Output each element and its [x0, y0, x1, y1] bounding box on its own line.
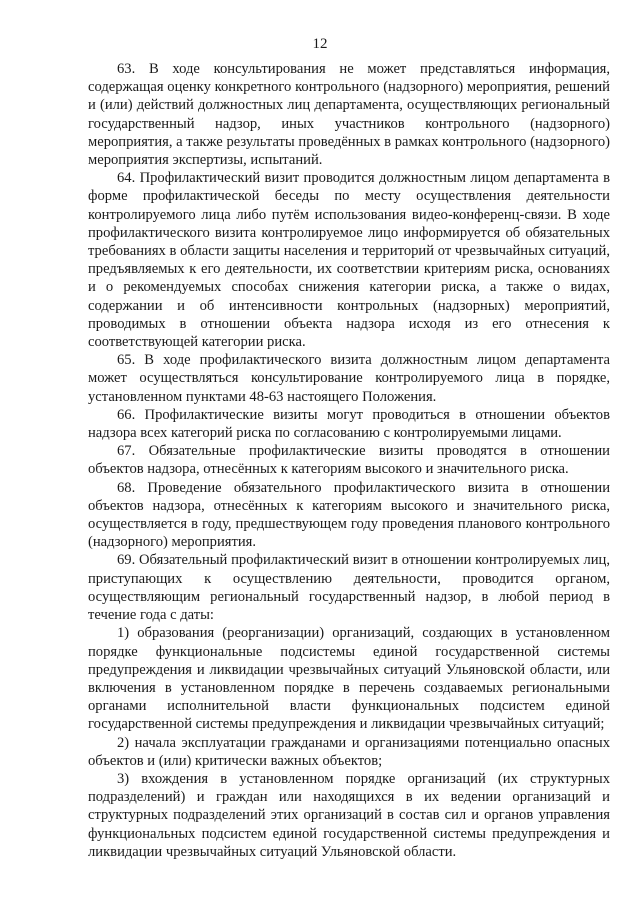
paragraph-67: 67. Обязательные профилактические визиты проводятся в отношении объектов надзора, отнесённых к категориям высокого и значительного риска. — [88, 443, 610, 478]
paragraph-65: 65. В ходе профилактического визита должностным лицом департамента может осуществляться консультирование контролируемого лица в порядке, установленном пунктами 48-63 настоящего Положения. — [88, 352, 610, 405]
paragraph-68: 68. Проведение обязательного профилактического визита в отношении объектов надзора, отнесённых к категориям высокого и значительного риска, осуществляется в году, предшествующем году проведения планового контрольного (надзорного) мероприятия. — [88, 479, 610, 551]
list-item-2: 2) начала эксплуатации гражданами и организациями потенциально опасных объектов и (или) критически важных объектов; — [88, 734, 610, 769]
paragraph-63: 63. В ходе консультирования не может представляться информация, содержащая оценку конкретного контрольного (надзорного) мероприятия, решений и (или) действий должностных лиц департамента, осуществляющих региональный государственный надзор, иных участников контрольного (надзорного) мероприятия, а также результаты проведённых в рамках контрольного (надзорного) мероприятия экспертизы, испытаний. — [88, 61, 610, 169]
list-item-3: 3) вхождения в установленном порядке организаций (их структурных подразделений) и граждан или находящихся в их ведении организаций и структурных подразделений этих организаций в состав сил и органов управления функциональных подсистем единой государственной системы предупреждения и ликвидации чрезвычайных ситуаций Ульяновской области. — [88, 770, 610, 860]
list-item-1: 1) образования (реорганизации) организаций, создающих в установленном порядке функциональные подсистемы единой государственной системы предупреждения и ликвидации чрезвычайных ситуаций Ульяновской области, или включения в установленном порядке в перечень создаваемых региональными органами исполнительной власти функциональных подсистем единой государственной системы предупреждения и ликвидации чрезвычайных ситуаций; — [88, 625, 610, 733]
paragraph-66: 66. Профилактические визиты могут проводиться в отношении объектов надзора всех категорий риска по согласованию с контролируемыми лицами. — [88, 406, 610, 442]
paragraph-69: 69. Обязательный профилактический визит в отношении контролируемых лиц, приступающих к осуществлению деятельности, проводится органом, осуществляющим региональный государственный надзор, в любой период в течение года с даты: — [88, 552, 610, 624]
document-body — [88, 60, 610, 861]
page-number: 12 — [312, 36, 328, 52]
paragraph-64: 64. Профилактический визит проводится должностным лицом департамента в форме профилактической беседы по месту осуществления деятельности контролируемого лица либо путём использования видео-конференц-связи. В ходе профилактического визита контролируемое лицо информируется об обязательных требованиях в области защиты населения и территорий от чрезвычайных ситуаций, предъявляемых к его деятельности, их соответствии критериям риска, основаниях и о рекомендуемых способах снижения категории риска, а также о видах, содержании и об интенсивности контрольных (надзорных) мероприятий, проводимых в отношении объекта надзора исходя из его отнесения к соответствующей категории риска. — [88, 170, 610, 351]
